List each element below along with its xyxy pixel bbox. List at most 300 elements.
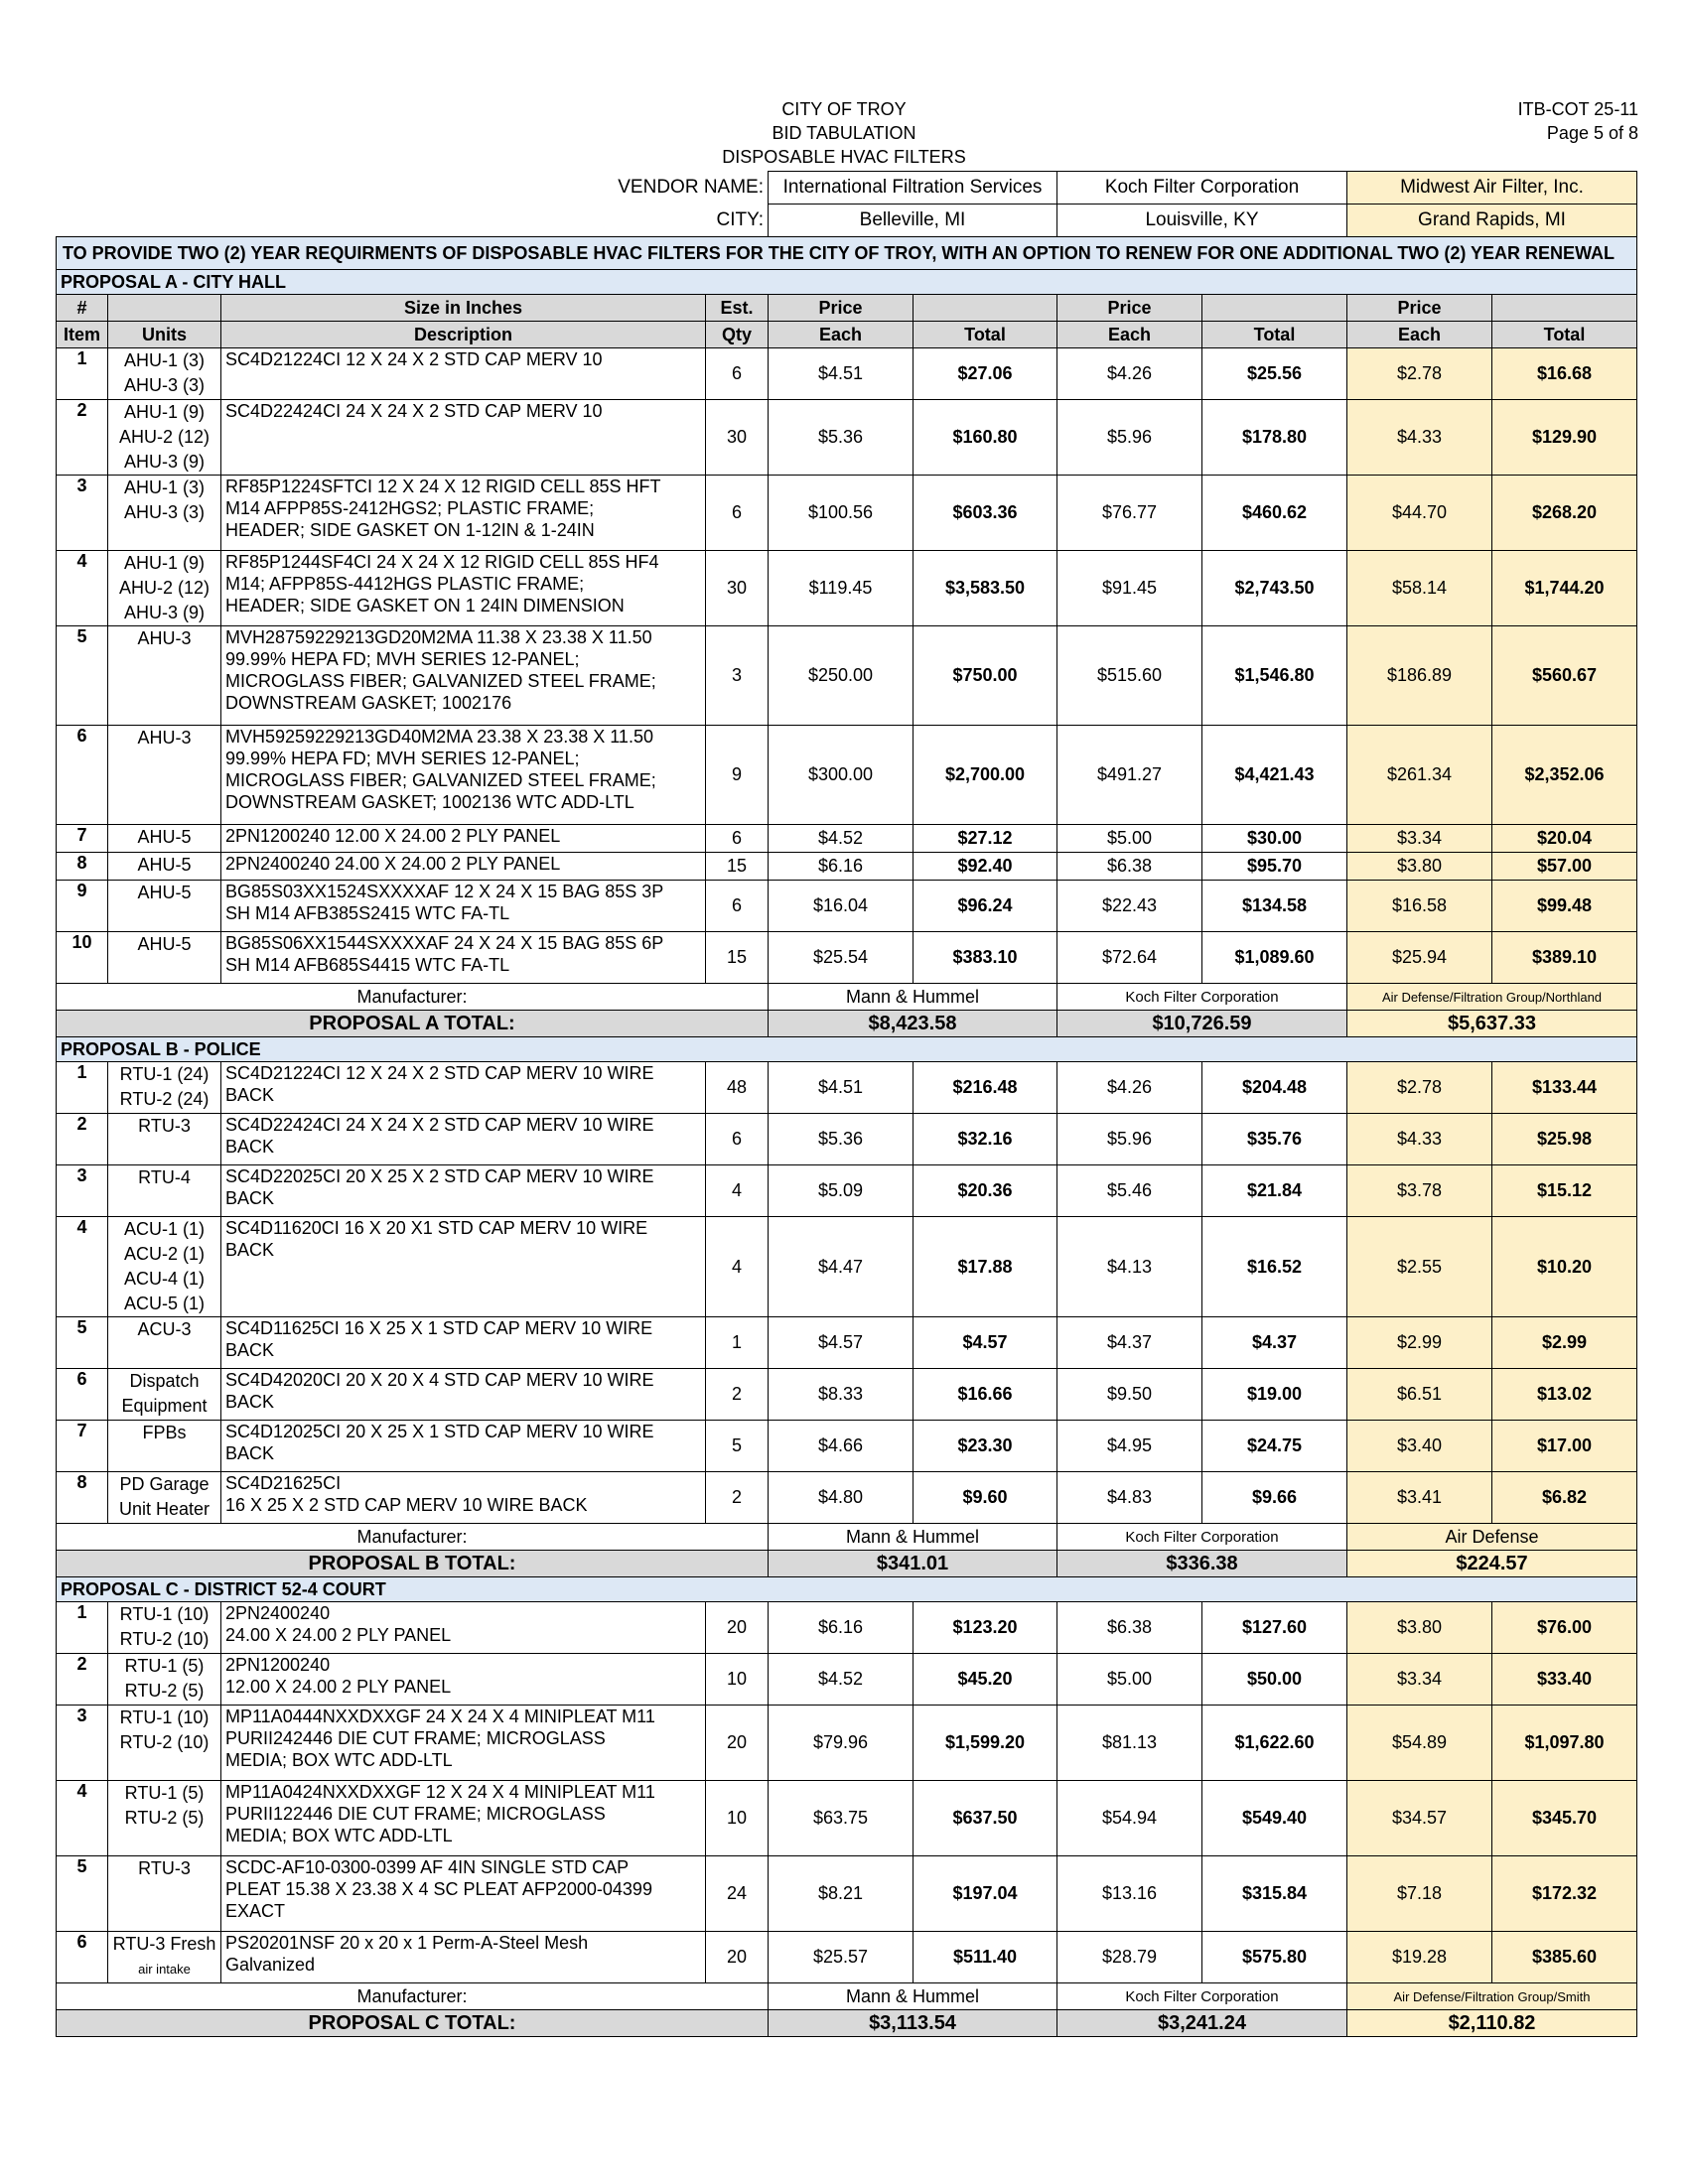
price-total-1: $16.66: [914, 1369, 1057, 1421]
item-number: 7: [57, 825, 108, 853]
price-each-1: $6.16: [769, 853, 914, 881]
description-line: MVH59259229213GD40M2MA 23.38 X 23.38 X 11.50: [225, 727, 653, 747]
price-total-2: $1,622.60: [1202, 1706, 1347, 1781]
item-row: [57, 1706, 1637, 1781]
price-each-3: $54.89: [1347, 1706, 1492, 1781]
description-line: SCDC-AF10-0300-0399 AF 4IN SINGLE STD CAP: [225, 1857, 630, 1877]
price-total-3: $1,097.80: [1492, 1706, 1637, 1781]
unit-label: AHU-3 (3): [123, 502, 205, 522]
item-units: [108, 1654, 221, 1706]
price-each-1: $5.36: [769, 400, 914, 476]
description-line: MICROGLASS FIBER; GALVANIZED STEEL FRAME;: [225, 770, 656, 790]
manufacturer-2: Koch Filter Corporation: [1057, 1983, 1347, 2010]
item-units: [108, 476, 221, 551]
item-description: [221, 1856, 706, 1932]
item-row: [57, 1317, 1637, 1369]
col-description: Description: [221, 322, 706, 348]
price-each-2: $5.96: [1057, 1114, 1202, 1165]
item-units: [108, 726, 221, 825]
price-each-3: $3.34: [1347, 825, 1492, 853]
item-row: [57, 1602, 1637, 1654]
item-units: [108, 1472, 221, 1524]
unit-label: air intake: [138, 1962, 191, 1977]
item-units: [108, 1602, 221, 1654]
item-units: [108, 881, 221, 932]
item-units: [108, 400, 221, 476]
price-each-1: $250.00: [769, 626, 914, 726]
description-line: MEDIA; BOX WTC ADD-LTL: [225, 1750, 453, 1770]
proposal-total-1: $341.01: [769, 1551, 1057, 1577]
description-line: Galvanized: [225, 1955, 316, 1975]
unit-label: AHU-3: [137, 628, 192, 648]
price-each-1: $25.57: [769, 1932, 914, 1983]
description-line: BG85S06XX1544SXXXXAF 24 X 24 X 15 BAG 85S 6P: [225, 933, 664, 953]
unit-label: RTU-2 (5): [124, 1681, 205, 1701]
price-total-1: $92.40: [914, 853, 1057, 881]
description-line: 2PN1200240 12.00 X 24.00 2 PLY PANEL: [225, 826, 561, 846]
manufacturer-row-c: [57, 1983, 1637, 2010]
item-description: [221, 1369, 706, 1421]
unit-label: AHU-5: [137, 934, 192, 954]
price-each-3: $58.14: [1347, 551, 1492, 626]
price-each-1: $8.21: [769, 1856, 914, 1932]
unit-label: RTU-3 Fresh: [112, 1934, 216, 1954]
unit-label: AHU-3 (3): [123, 375, 205, 395]
item-row: [57, 1781, 1637, 1856]
price-each-3: $34.57: [1347, 1781, 1492, 1856]
price-each-1: $300.00: [769, 726, 914, 825]
price-total-3: $16.68: [1492, 348, 1637, 400]
price-each-3: $4.33: [1347, 400, 1492, 476]
description-line: BACK: [225, 1340, 275, 1360]
price-each-1: $4.47: [769, 1217, 914, 1317]
col-total-top-2: [1202, 295, 1347, 322]
price-total-1: $32.16: [914, 1114, 1057, 1165]
item-row: [57, 825, 1637, 853]
price-total-1: $750.00: [914, 626, 1057, 726]
description-line: SH M14 AFB685S4415 WTC FA-TL: [225, 955, 510, 975]
description-line: BACK: [225, 1085, 275, 1105]
bid-tabulation-table: [56, 171, 1637, 2037]
col-price-2: Price: [1057, 295, 1202, 322]
item-qty: 20: [706, 1932, 769, 1983]
price-total-3: $1,744.20: [1492, 551, 1637, 626]
vendor-name-row: [57, 172, 1637, 205]
description-line: 12.00 X 24.00 2 PLY PANEL: [225, 1677, 452, 1697]
unit-label: RTU-1 (10): [119, 1707, 210, 1727]
price-each-3: $6.51: [1347, 1369, 1492, 1421]
unit-label: AHU-2 (12): [118, 578, 211, 598]
title-line-3: DISPOSABLE HVAC FILTERS: [722, 147, 966, 167]
manufacturer-2: Koch Filter Corporation: [1057, 984, 1347, 1011]
item-qty: 4: [706, 1217, 769, 1317]
item-number: 6: [57, 1369, 108, 1421]
item-units: [108, 1217, 221, 1317]
item-qty: 9: [706, 726, 769, 825]
item-row: [57, 1654, 1637, 1706]
description-line: EXACT: [225, 1901, 286, 1921]
price-each-2: $4.26: [1057, 1062, 1202, 1114]
item-number: 2: [57, 400, 108, 476]
item-row: [57, 726, 1637, 825]
document-title: [0, 97, 1688, 169]
price-total-3: $99.48: [1492, 881, 1637, 932]
description-line: MP11A0444NXXDXXGF 24 X 24 X 4 MINIPLEAT M11: [225, 1706, 655, 1726]
item-description: [221, 476, 706, 551]
description-line: SC4D21224CI 12 X 24 X 2 STD CAP MERV 10 WIRE: [225, 1063, 654, 1083]
col-each-1: Each: [769, 322, 914, 348]
title-line-2: BID TABULATION: [772, 123, 916, 143]
unit-label: AHU-1 (9): [123, 553, 205, 573]
item-description: [221, 726, 706, 825]
price-total-1: $45.20: [914, 1654, 1057, 1706]
item-number: 1: [57, 1062, 108, 1114]
item-row: [57, 1472, 1637, 1524]
document-meta: [1518, 97, 1638, 145]
item-qty: 15: [706, 853, 769, 881]
price-total-3: $389.10: [1492, 932, 1637, 984]
item-number: 3: [57, 476, 108, 551]
price-each-3: $25.94: [1347, 932, 1492, 984]
description-line: PURII122446 DIE CUT FRAME; MICROGLASS: [225, 1804, 606, 1824]
unit-label: Equipment: [121, 1396, 208, 1416]
price-each-1: $63.75: [769, 1781, 914, 1856]
price-each-1: $79.96: [769, 1706, 914, 1781]
blank-cell: [57, 205, 221, 237]
description-line: PS20201NSF 20 x 20 x 1 Perm-A-Steel Mesh: [225, 1933, 589, 1953]
price-each-1: $4.52: [769, 825, 914, 853]
description-line: SC4D42020CI 20 X 20 X 4 STD CAP MERV 10 WIRE: [225, 1370, 654, 1390]
price-total-2: $50.00: [1202, 1654, 1347, 1706]
price-total-2: $9.66: [1202, 1472, 1347, 1524]
price-total-3: $33.40: [1492, 1654, 1637, 1706]
item-number: 5: [57, 1856, 108, 1932]
unit-label: FPBs: [142, 1423, 187, 1442]
item-qty: 6: [706, 825, 769, 853]
price-total-1: $2,700.00: [914, 726, 1057, 825]
unit-label: ACU-2 (1): [123, 1244, 205, 1264]
item-qty: 24: [706, 1856, 769, 1932]
price-each-2: $4.83: [1057, 1472, 1202, 1524]
price-total-1: $637.50: [914, 1781, 1057, 1856]
description-line: BACK: [225, 1188, 275, 1208]
price-total-2: $21.84: [1202, 1165, 1347, 1217]
manufacturer-3: Air Defense: [1347, 1524, 1637, 1551]
page-number: Page 5 of 8: [1546, 123, 1638, 143]
item-description: [221, 400, 706, 476]
unit-label: AHU-5: [137, 855, 192, 875]
price-total-2: $315.84: [1202, 1856, 1347, 1932]
unit-label: AHU-5: [137, 827, 192, 847]
description-line: 99.99% HEPA FD; MVH SERIES 12-PANEL;: [225, 649, 580, 669]
unit-label: RTU-1 (24): [119, 1064, 210, 1084]
manufacturer-row-b: [57, 1524, 1637, 1551]
price-each-1: $16.04: [769, 881, 914, 932]
price-each-2: $9.50: [1057, 1369, 1202, 1421]
col-total-1: Total: [914, 322, 1057, 348]
price-total-2: $204.48: [1202, 1062, 1347, 1114]
vendor-city-row: [57, 205, 1637, 237]
price-each-2: $6.38: [1057, 1602, 1202, 1654]
price-each-1: $100.56: [769, 476, 914, 551]
price-total-1: $603.36: [914, 476, 1057, 551]
item-number: 2: [57, 1654, 108, 1706]
item-qty: 20: [706, 1602, 769, 1654]
price-each-3: $3.34: [1347, 1654, 1492, 1706]
vendor-name-1: International Filtration Services: [769, 172, 1057, 205]
description-line: M14 AFPP85S-2412HGS2; PLASTIC FRAME;: [225, 498, 595, 518]
description-line: BACK: [225, 1443, 275, 1463]
price-each-2: $76.77: [1057, 476, 1202, 551]
item-qty: 6: [706, 1114, 769, 1165]
item-number: 6: [57, 726, 108, 825]
price-total-3: $25.98: [1492, 1114, 1637, 1165]
price-total-3: $17.00: [1492, 1421, 1637, 1472]
col-total-2: Total: [1202, 322, 1347, 348]
description-line: HEADER; SIDE GASKET ON 1-12IN & 1-24IN: [225, 520, 595, 540]
item-description: [221, 881, 706, 932]
price-total-2: $24.75: [1202, 1421, 1347, 1472]
item-number: 3: [57, 1706, 108, 1781]
price-each-3: $2.55: [1347, 1217, 1492, 1317]
price-each-1: $5.36: [769, 1114, 914, 1165]
price-each-2: $81.13: [1057, 1706, 1202, 1781]
price-total-1: $27.06: [914, 348, 1057, 400]
unit-label: RTU-1 (10): [119, 1604, 210, 1624]
unit-label: RTU-1 (5): [124, 1783, 205, 1803]
price-each-3: $3.78: [1347, 1165, 1492, 1217]
price-total-1: $197.04: [914, 1856, 1057, 1932]
price-total-2: $30.00: [1202, 825, 1347, 853]
price-each-2: $22.43: [1057, 881, 1202, 932]
col-each-2: Each: [1057, 322, 1202, 348]
item-qty: 10: [706, 1781, 769, 1856]
unit-label: AHU-1 (3): [123, 478, 205, 497]
unit-label: PD Garage: [119, 1474, 210, 1494]
section-header-c: [57, 1577, 1637, 1602]
section-title: PROPOSAL C - DISTRICT 52-4 COURT: [57, 1577, 1637, 1602]
item-qty: 6: [706, 476, 769, 551]
item-row: [57, 1421, 1637, 1472]
description-line: BACK: [225, 1240, 275, 1260]
unit-label: AHU-3 (9): [123, 452, 205, 472]
description-line: 16 X 25 X 2 STD CAP MERV 10 WIRE BACK: [225, 1495, 588, 1515]
price-each-3: $261.34: [1347, 726, 1492, 825]
price-total-3: $76.00: [1492, 1602, 1637, 1654]
price-total-2: $549.40: [1202, 1781, 1347, 1856]
intro-text: TO PROVIDE TWO (2) YEAR REQUIRMENTS OF DISPOSABLE HVAC FILTERS FOR THE CITY OF TROY, WITH AN OPTION TO RENEW FOR ONE ADDITIONAL TWO (2) YEAR RENEWAL: [57, 237, 1637, 270]
price-total-3: $15.12: [1492, 1165, 1637, 1217]
item-description: [221, 551, 706, 626]
price-total-2: $4,421.43: [1202, 726, 1347, 825]
item-row: [57, 1932, 1637, 1983]
price-each-3: $2.78: [1347, 1062, 1492, 1114]
manufacturer-1: Mann & Hummel: [769, 1524, 1057, 1551]
item-row: [57, 1369, 1637, 1421]
price-total-2: $25.56: [1202, 348, 1347, 400]
price-total-2: $1,089.60: [1202, 932, 1347, 984]
unit-label: RTU-2 (5): [124, 1808, 205, 1828]
price-total-3: $345.70: [1492, 1781, 1637, 1856]
price-total-2: $2,743.50: [1202, 551, 1347, 626]
price-total-2: $19.00: [1202, 1369, 1347, 1421]
vendor-city-2: Louisville, KY: [1057, 205, 1347, 237]
item-qty: 4: [706, 1165, 769, 1217]
item-qty: 6: [706, 881, 769, 932]
item-description: [221, 1602, 706, 1654]
item-number: 4: [57, 1781, 108, 1856]
item-description: [221, 1217, 706, 1317]
col-units: Units: [108, 322, 221, 348]
item-description: [221, 1654, 706, 1706]
vendor-name-3: Midwest Air Filter, Inc.: [1347, 172, 1637, 205]
unit-label: RTU-3: [138, 1858, 191, 1878]
item-units: [108, 1062, 221, 1114]
price-total-1: $96.24: [914, 881, 1057, 932]
price-each-3: $16.58: [1347, 881, 1492, 932]
total-row-c: [57, 2010, 1637, 2037]
description-line: 2PN2400240 24.00 X 24.00 2 PLY PANEL: [225, 854, 561, 874]
description-line: 24.00 X 24.00 2 PLY PANEL: [225, 1625, 452, 1645]
item-units: [108, 626, 221, 726]
item-row: [57, 853, 1637, 881]
price-each-3: $7.18: [1347, 1856, 1492, 1932]
item-row: [57, 476, 1637, 551]
price-total-1: $160.80: [914, 400, 1057, 476]
item-row: [57, 881, 1637, 932]
manufacturer-1: Mann & Hummel: [769, 1983, 1057, 2010]
description-line: RF85P1224SFTCI 12 X 24 X 12 RIGID CELL 85S HFT: [225, 477, 661, 496]
manufacturer-label: Manufacturer:: [57, 1983, 769, 2010]
proposal-total-2: $336.38: [1057, 1551, 1347, 1577]
item-number: 1: [57, 348, 108, 400]
description-line: M14; AFPP85S-4412HGS PLASTIC FRAME;: [225, 574, 585, 594]
unit-label: AHU-1 (9): [123, 402, 205, 422]
manufacturer-label: Manufacturer:: [57, 984, 769, 1011]
proposal-total-2: $3,241.24: [1057, 2010, 1347, 2037]
description-line: SC4D12025CI 20 X 25 X 1 STD CAP MERV 10 WIRE: [225, 1422, 654, 1441]
manufacturer-3: Air Defense/Filtration Group/Smith: [1347, 1983, 1637, 2010]
col-each-3: Each: [1347, 322, 1492, 348]
item-row: [57, 348, 1637, 400]
price-total-2: $95.70: [1202, 853, 1347, 881]
unit-label: RTU-1 (5): [124, 1656, 205, 1676]
unit-label: ACU-4 (1): [123, 1269, 205, 1289]
unit-label: RTU-3: [138, 1116, 191, 1136]
price-each-3: $3.80: [1347, 1602, 1492, 1654]
price-each-2: $5.00: [1057, 1654, 1202, 1706]
price-total-2: $134.58: [1202, 881, 1347, 932]
price-each-1: $4.80: [769, 1472, 914, 1524]
description-line: MICROGLASS FIBER; GALVANIZED STEEL FRAME;: [225, 671, 656, 691]
item-description: [221, 1781, 706, 1856]
price-each-2: $491.27: [1057, 726, 1202, 825]
item-description: [221, 1317, 706, 1369]
price-total-3: $10.20: [1492, 1217, 1637, 1317]
item-description: [221, 626, 706, 726]
description-line: DOWNSTREAM GASKET; 1002136 WTC ADD-LTL: [225, 792, 634, 812]
price-total-1: $20.36: [914, 1165, 1057, 1217]
col-total-top-1: [914, 295, 1057, 322]
col-price-1: Price: [769, 295, 914, 322]
description-line: MP11A0424NXXDXXGF 12 X 24 X 4 MINIPLEAT M11: [225, 1782, 655, 1802]
item-units: [108, 1317, 221, 1369]
price-total-2: $1,546.80: [1202, 626, 1347, 726]
price-total-1: $1,599.20: [914, 1706, 1057, 1781]
description-line: SC4D11620CI 16 X 20 X1 STD CAP MERV 10 WIRE: [225, 1218, 648, 1238]
proposal-total-3: $5,637.33: [1347, 1011, 1637, 1037]
price-each-3: $3.40: [1347, 1421, 1492, 1472]
price-each-2: $5.96: [1057, 400, 1202, 476]
description-line: PLEAT 15.38 X 23.38 X 4 SC PLEAT AFP2000-04399: [225, 1879, 652, 1899]
title-line-1: CITY OF TROY: [781, 99, 907, 119]
col-total-3: Total: [1492, 322, 1637, 348]
item-row: [57, 400, 1637, 476]
price-each-3: $4.33: [1347, 1114, 1492, 1165]
item-number: 7: [57, 1421, 108, 1472]
item-qty: 5: [706, 1421, 769, 1472]
item-number: 8: [57, 1472, 108, 1524]
item-units: [108, 853, 221, 881]
item-number: 10: [57, 932, 108, 984]
item-description: [221, 1421, 706, 1472]
price-total-1: $383.10: [914, 932, 1057, 984]
price-each-2: $54.94: [1057, 1781, 1202, 1856]
manufacturer-row-a: [57, 984, 1637, 1011]
price-total-3: $20.04: [1492, 825, 1637, 853]
description-line: 99.99% HEPA FD; MVH SERIES 12-PANEL;: [225, 749, 580, 768]
unit-label: RTU-2 (10): [119, 1732, 210, 1752]
item-units: [108, 1856, 221, 1932]
item-row: [57, 551, 1637, 626]
item-description: [221, 1472, 706, 1524]
item-row: [57, 1114, 1637, 1165]
price-total-2: $16.52: [1202, 1217, 1347, 1317]
item-row: [57, 1856, 1637, 1932]
price-total-3: $172.32: [1492, 1856, 1637, 1932]
unit-label: RTU-4: [138, 1167, 191, 1187]
item-row: [57, 1165, 1637, 1217]
proposal-total-2: $10,726.59: [1057, 1011, 1347, 1037]
item-qty: 48: [706, 1062, 769, 1114]
price-total-1: $3,583.50: [914, 551, 1057, 626]
price-total-2: $127.60: [1202, 1602, 1347, 1654]
unit-label: AHU-2 (12): [118, 427, 211, 447]
description-line: SC4D22424CI 24 X 24 X 2 STD CAP MERV 10 WIRE: [225, 1115, 654, 1135]
item-units: [108, 1165, 221, 1217]
item-description: [221, 1706, 706, 1781]
description-line: SC4D21625CI: [225, 1473, 342, 1493]
price-total-1: $123.20: [914, 1602, 1057, 1654]
item-units: [108, 1114, 221, 1165]
item-number: 6: [57, 1932, 108, 1983]
price-total-3: $2,352.06: [1492, 726, 1637, 825]
item-number: 5: [57, 1317, 108, 1369]
price-each-2: $5.00: [1057, 825, 1202, 853]
item-number: 2: [57, 1114, 108, 1165]
item-units: [108, 825, 221, 853]
price-each-3: $44.70: [1347, 476, 1492, 551]
price-each-1: $8.33: [769, 1369, 914, 1421]
col-est: Est.: [706, 295, 769, 322]
proposal-total-1: $3,113.54: [769, 2010, 1057, 2037]
item-row: [57, 1217, 1637, 1317]
item-units: [108, 932, 221, 984]
proposal-total-3: $2,110.82: [1347, 2010, 1637, 2037]
description-line: DOWNSTREAM GASKET; 1002176: [225, 693, 512, 713]
vendor-name-2: Koch Filter Corporation: [1057, 172, 1347, 205]
price-total-1: $9.60: [914, 1472, 1057, 1524]
